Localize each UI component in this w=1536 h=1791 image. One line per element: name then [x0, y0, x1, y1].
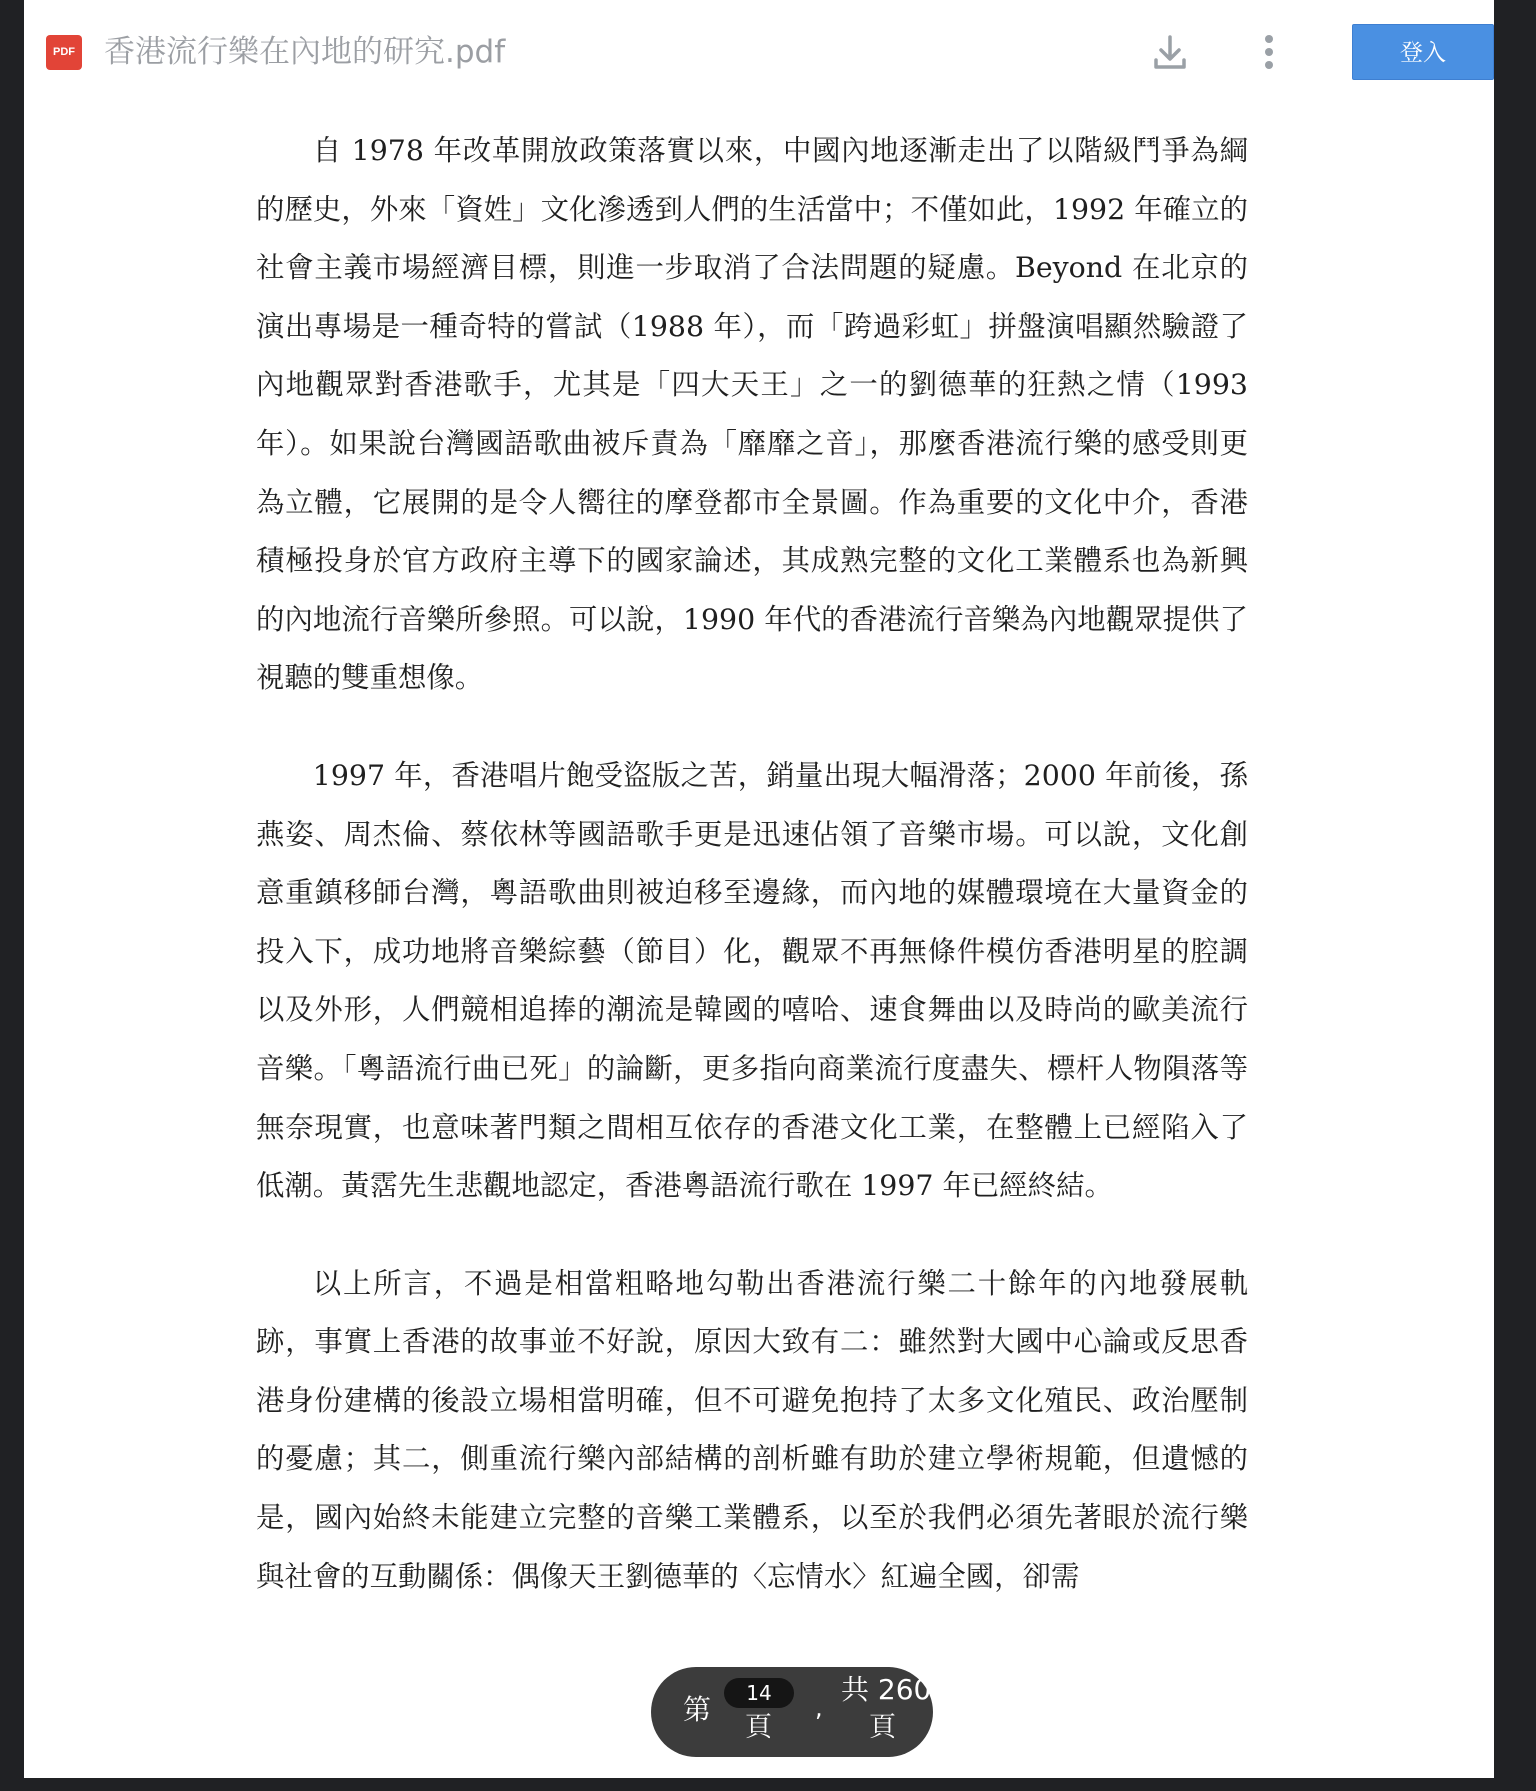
page-unit-label: 頁 [745, 1712, 772, 1743]
total-unit-label: 頁 [869, 1712, 896, 1743]
viewer-toolbar [24, 0, 1494, 102]
page-separator: , [815, 1694, 823, 1722]
document-page [256, 122, 1248, 1606]
page-indicator [651, 1667, 933, 1757]
page-prefix-label: 第 [683, 1693, 712, 1726]
current-page-input[interactable] [724, 1678, 794, 1708]
paragraph: 以上所言，不過是相當粗略地勾勒出香港流行樂二十餘年的內地發展軌跡，事實上香港的故事並不好說，原因大致有二：雖然對大國中心論或反思香港身份建構的後設立場相當明確，但不可避免抱持了太多文化殖民、政治壓制的憂慮；其二，側重流行樂內部結構的剖析雖有助於建立學術規範，但遺憾的是，國內始終未能建立完整的音樂工業體系，以至於我們必須先著眼於流行樂與社會的互動關係：偶像天王劉德華的〈忘情水〉紅遍全國，卻需 [256, 1266, 1248, 1593]
file-name: 香港流行樂在內地的研究.pdf [104, 34, 506, 70]
total-pages-label: 共 260 [841, 1673, 932, 1706]
more-options-button[interactable] [1256, 32, 1282, 74]
paragraph: 1997 年，香港唱片飽受盜版之苦，銷量出現大幅滑落；2000 年前後，孫燕姿、周杰倫、蔡依林等國語歌手更是迅速佔領了音樂市場。可以說，文化創意重鎮移師台灣，粵語歌曲則被迫移至邊緣，而內地的媒體環境在大量資金的投入下，成功地將音樂綜藝（節目）化，觀眾不再無條件模仿香港明星的腔調以及外形，人們競相追捧的潮流是韓國的嘻哈、速食舞曲以及時尚的歐美流行音樂。「粵語流行曲已死」的論斷，更多指向商業流行度盡失、標杆人物隕落等無奈現實，也意味著門類之間相互依存的香港文化工業，在整體上已經陷入了低潮。黃霑先生悲觀地認定，香港粵語流行歌在 1997 年已經終結。 [256, 758, 1248, 1203]
download-button[interactable] [1148, 32, 1192, 74]
download-icon [1148, 32, 1192, 74]
login-button[interactable]: 登入 [1352, 24, 1494, 80]
paragraph: 自 1978 年改革開放政策落實以來，中國內地逐漸走出了以階級鬥爭為綱的歷史，外來「資姓」文化滲透到人們的生活當中；不僅如此，1992 年確立的社會主義市場經濟目標，則進一步取消了合法問題的疑慮。Beyond 在北京的演出專場是一種奇特的嘗試（1988 年），而「跨過彩虹」拼盤演唱顯然驗證了內地觀眾對香港歌手，尤其是「四大天王」之一的劉德華的狂熱之情（1993 年）。如果說台灣國語歌曲被斥責為「靡靡之音」，那麼香港流行樂的感受則更為立體，它展開的是令人嚮往的摩登都市全景圖。作為重要的文化中介，香港積極投身於官方政府主導下的國家論述，其成熟完整的文化工業體系也為新興的內地流行音樂所參照。可以說，1990 年代的香港流行音樂為內地觀眾提供了視聽的雙重想像。 [256, 134, 1248, 695]
pdf-viewer [24, 0, 1494, 1778]
pdf-file-icon: PDF [46, 35, 82, 70]
more-vertical-icon [1256, 32, 1282, 74]
